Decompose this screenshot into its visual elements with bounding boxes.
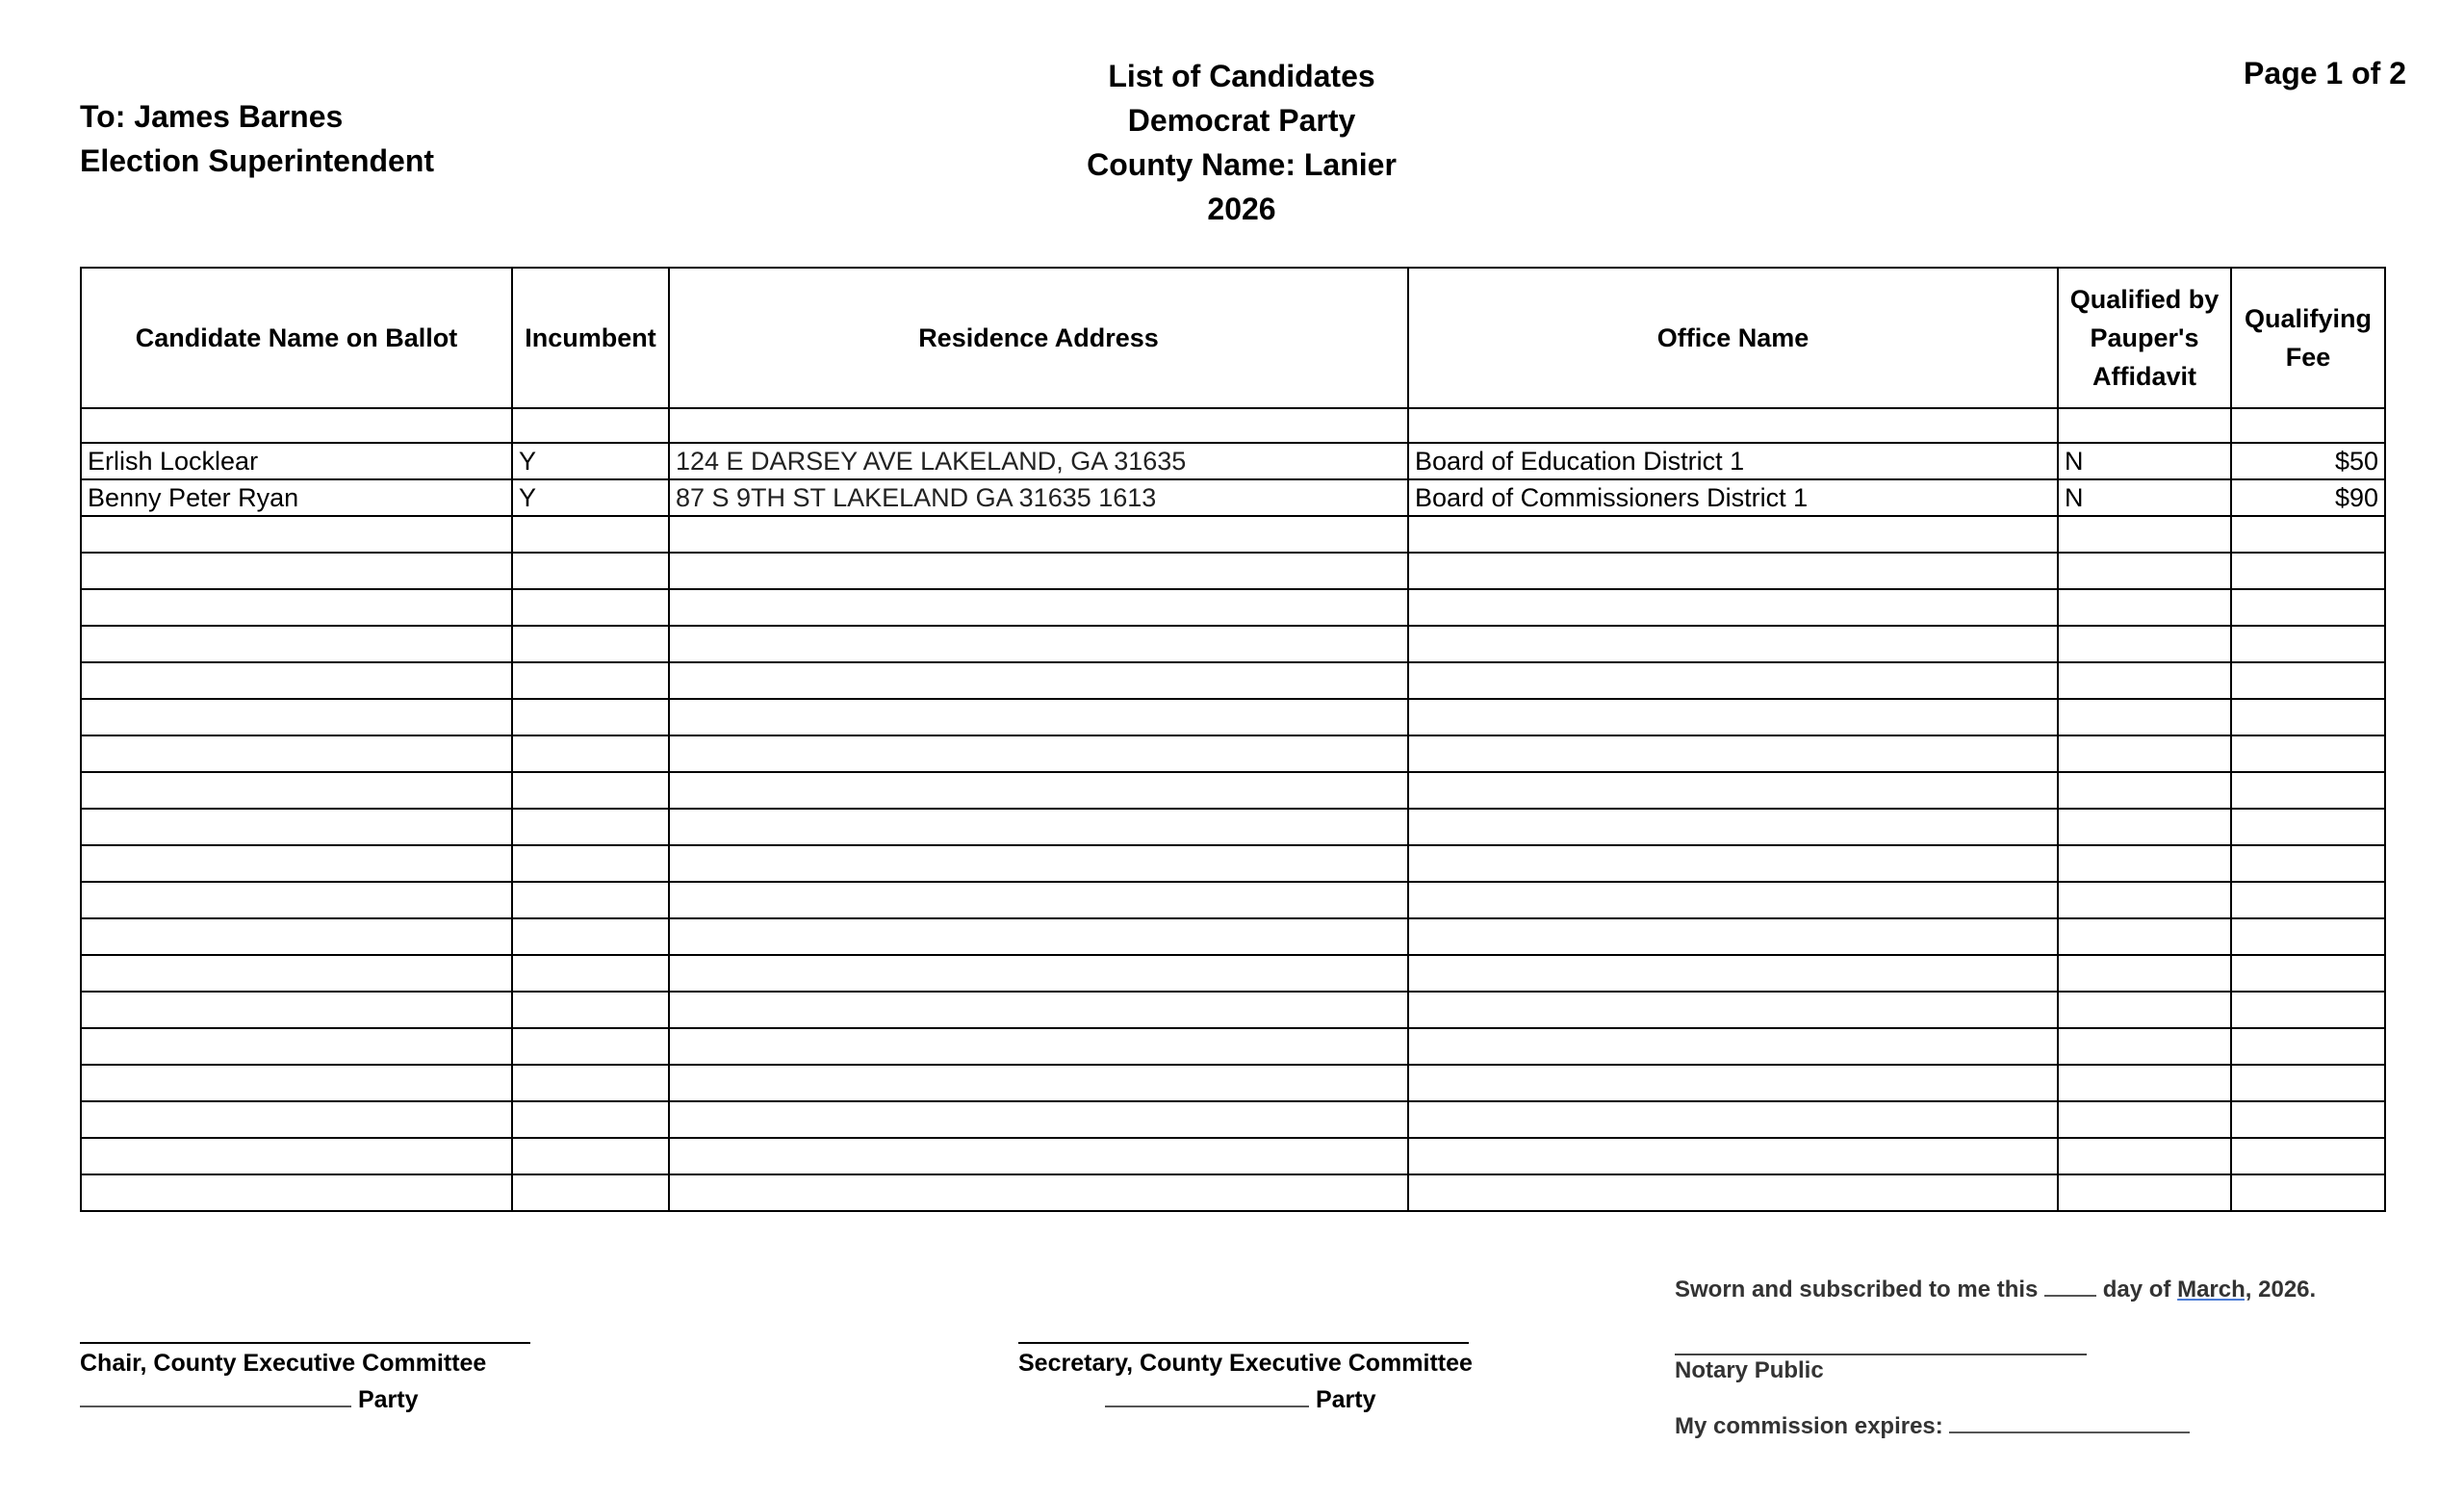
empty-cell	[2058, 882, 2231, 918]
empty-cell	[669, 955, 1408, 992]
county-name: County Name: Lanier	[1087, 147, 1397, 182]
empty-cell	[1408, 1174, 2058, 1211]
empty-cell	[2231, 626, 2385, 662]
empty-cell	[512, 809, 669, 845]
empty-cell	[669, 918, 1408, 955]
empty-cell	[2058, 1065, 2231, 1101]
empty-cell	[81, 1174, 512, 1211]
cell-residence-address: 124 E DARSEY AVE LAKELAND, GA 31635	[669, 443, 1408, 479]
table-row	[81, 1065, 2385, 1101]
empty-cell	[669, 735, 1408, 772]
empty-cell	[2058, 553, 2231, 589]
table-row	[81, 955, 2385, 992]
cell-office-name: Board of Commissioners District 1	[1408, 479, 2058, 516]
empty-cell	[2231, 772, 2385, 809]
table-row	[81, 516, 2385, 553]
empty-cell	[2058, 992, 2231, 1028]
empty-cell	[1408, 589, 2058, 626]
empty-cell	[2058, 1174, 2231, 1211]
table-spacer-row	[81, 408, 2385, 443]
empty-cell	[81, 553, 512, 589]
empty-cell	[512, 955, 669, 992]
cell-incumbent: Y	[512, 479, 669, 516]
empty-cell	[2231, 662, 2385, 699]
empty-cell	[512, 699, 669, 735]
empty-cell	[512, 882, 669, 918]
empty-cell	[669, 589, 1408, 626]
empty-cell	[2231, 845, 2385, 882]
sworn-year: 2026.	[2258, 1277, 2317, 1303]
sworn-month: March,	[2177, 1277, 2252, 1303]
empty-cell	[1408, 553, 2058, 589]
sworn-statement: Sworn and subscribed to me this day of March, 2026.	[1675, 1277, 2317, 1303]
secretary-party-blank	[1105, 1406, 1309, 1407]
table-row	[81, 626, 2385, 662]
empty-cell	[2058, 589, 2231, 626]
secretary-signature-line	[1018, 1342, 1469, 1344]
empty-cell	[2231, 589, 2385, 626]
empty-cell	[2058, 662, 2231, 699]
empty-cell	[669, 992, 1408, 1028]
empty-cell	[669, 1174, 1408, 1211]
cell-candidate-name: Erlish Locklear	[81, 443, 512, 479]
empty-cell	[2058, 1138, 2231, 1174]
empty-cell	[2231, 699, 2385, 735]
empty-cell	[1408, 772, 2058, 809]
empty-cell	[669, 845, 1408, 882]
table-row	[81, 662, 2385, 699]
empty-cell	[2058, 918, 2231, 955]
empty-cell	[1408, 809, 2058, 845]
column-header-residence-address: Residence Address	[669, 268, 1408, 408]
empty-cell	[512, 772, 669, 809]
empty-cell	[669, 772, 1408, 809]
empty-cell	[81, 626, 512, 662]
empty-cell	[2058, 1101, 2231, 1138]
empty-cell	[1408, 735, 2058, 772]
empty-cell	[2058, 845, 2231, 882]
empty-cell	[2231, 1138, 2385, 1174]
empty-cell	[81, 1138, 512, 1174]
commission-expires-line: My commission expires:	[1675, 1413, 2190, 1440]
empty-cell	[669, 662, 1408, 699]
column-header-candidate-name: Candidate Name on Ballot	[81, 268, 512, 408]
document-title-block	[962, 54, 1521, 231]
empty-cell	[512, 589, 669, 626]
empty-cell	[81, 516, 512, 553]
empty-cell	[2231, 809, 2385, 845]
addressee-role: Election Superintendent	[80, 143, 435, 178]
empty-cell	[512, 553, 669, 589]
empty-cell	[2058, 735, 2231, 772]
empty-cell	[512, 1174, 669, 1211]
empty-cell	[81, 845, 512, 882]
empty-cell	[1408, 1101, 2058, 1138]
table-row	[81, 443, 2385, 479]
empty-cell	[81, 918, 512, 955]
document-title: List of Candidates	[1108, 59, 1375, 93]
cell-pauper-affidavit: N	[2058, 443, 2231, 479]
table-row	[81, 1028, 2385, 1065]
cell-qualifying-fee: $50	[2231, 443, 2385, 479]
empty-cell	[1408, 626, 2058, 662]
empty-cell	[2058, 772, 2231, 809]
empty-cell	[2231, 882, 2385, 918]
cell-incumbent: Y	[512, 443, 669, 479]
empty-cell	[512, 735, 669, 772]
empty-cell	[1408, 1028, 2058, 1065]
empty-cell	[1408, 1065, 2058, 1101]
empty-cell	[1408, 992, 2058, 1028]
empty-cell	[1408, 1138, 2058, 1174]
empty-cell	[2231, 735, 2385, 772]
empty-cell	[512, 626, 669, 662]
chair-label: Chair, County Executive Committee	[80, 1350, 487, 1377]
addressee-block	[80, 94, 434, 183]
empty-cell	[2231, 1028, 2385, 1065]
notary-signature-line	[1675, 1354, 2087, 1355]
empty-cell	[81, 735, 512, 772]
election-year: 2026	[1207, 192, 1276, 226]
empty-cell	[2231, 918, 2385, 955]
table-row	[81, 882, 2385, 918]
empty-cell	[2058, 699, 2231, 735]
empty-cell	[81, 809, 512, 845]
cell-office-name: Board of Education District 1	[1408, 443, 2058, 479]
empty-cell	[512, 845, 669, 882]
empty-cell	[1408, 699, 2058, 735]
empty-cell	[669, 1101, 1408, 1138]
sworn-day-blank	[2044, 1295, 2096, 1297]
commission-expires-blank	[1949, 1432, 2190, 1433]
cell-qualifying-fee: $90	[2231, 479, 2385, 516]
empty-cell	[1408, 918, 2058, 955]
column-header-incumbent: Incumbent	[512, 268, 669, 408]
empty-cell	[1408, 882, 2058, 918]
empty-cell	[2058, 955, 2231, 992]
table-row	[81, 735, 2385, 772]
empty-cell	[1408, 845, 2058, 882]
table-row	[81, 1101, 2385, 1138]
empty-cell	[2231, 1174, 2385, 1211]
empty-cell	[669, 1065, 1408, 1101]
party-name: Democrat Party	[1127, 103, 1356, 138]
column-header-qualifying-fee: Qualifying Fee	[2231, 268, 2385, 408]
empty-cell	[2231, 1101, 2385, 1138]
empty-cell	[669, 516, 1408, 553]
empty-cell	[2231, 1065, 2385, 1101]
secretary-label: Secretary, County Executive Committee	[1018, 1350, 1473, 1377]
empty-cell	[512, 1028, 669, 1065]
addressee-name: To: James Barnes	[80, 99, 344, 134]
table-row	[81, 918, 2385, 955]
chair-signature-line	[80, 1342, 530, 1344]
chair-party-blank	[80, 1406, 351, 1407]
empty-cell	[669, 882, 1408, 918]
empty-cell	[512, 516, 669, 553]
empty-cell	[2231, 553, 2385, 589]
empty-cell	[81, 1101, 512, 1138]
empty-cell	[1408, 662, 2058, 699]
empty-cell	[81, 1065, 512, 1101]
empty-cell	[2231, 955, 2385, 992]
empty-cell	[81, 882, 512, 918]
cell-pauper-affidavit: N	[2058, 479, 2231, 516]
table-row	[81, 589, 2385, 626]
column-header-office-name: Office Name	[1408, 268, 2058, 408]
empty-cell	[2231, 992, 2385, 1028]
chair-party-suffix: Party	[357, 1386, 419, 1413]
empty-cell	[2058, 516, 2231, 553]
table-row	[81, 1174, 2385, 1211]
empty-cell	[512, 1101, 669, 1138]
empty-cell	[669, 1138, 1408, 1174]
empty-cell	[669, 809, 1408, 845]
table-row	[81, 772, 2385, 809]
empty-cell	[81, 772, 512, 809]
chair-party-line	[80, 1386, 419, 1414]
empty-cell	[512, 992, 669, 1028]
empty-cell	[81, 955, 512, 992]
empty-cell	[512, 918, 669, 955]
empty-cell	[669, 626, 1408, 662]
empty-cell	[669, 699, 1408, 735]
empty-cell	[81, 699, 512, 735]
cell-candidate-name: Benny Peter Ryan	[81, 479, 512, 516]
empty-cell	[512, 1065, 669, 1101]
candidates-table	[80, 267, 2386, 1212]
table-row	[81, 992, 2385, 1028]
empty-cell	[2231, 516, 2385, 553]
empty-cell	[81, 589, 512, 626]
empty-cell	[1408, 955, 2058, 992]
empty-cell	[81, 662, 512, 699]
table-header-row	[81, 268, 2385, 408]
table-row	[81, 699, 2385, 735]
empty-cell	[2058, 626, 2231, 662]
empty-cell	[2058, 809, 2231, 845]
empty-cell	[2058, 1028, 2231, 1065]
empty-cell	[81, 992, 512, 1028]
empty-cell	[669, 553, 1408, 589]
secretary-party-line	[1105, 1386, 1376, 1414]
empty-cell	[669, 1028, 1408, 1065]
column-header-pauper-affidavit: Qualified by Pauper's Affidavit	[2058, 268, 2231, 408]
cell-residence-address: 87 S 9TH ST LAKELAND GA 31635 1613	[669, 479, 1408, 516]
notary-label: Notary Public	[1675, 1357, 1824, 1383]
table-row	[81, 553, 2385, 589]
empty-cell	[81, 1028, 512, 1065]
table-row	[81, 809, 2385, 845]
table-row	[81, 845, 2385, 882]
table-row	[81, 1138, 2385, 1174]
page-number: Page 1 of 2	[2244, 56, 2406, 90]
empty-cell	[512, 662, 669, 699]
table-row	[81, 479, 2385, 516]
empty-cell	[1408, 516, 2058, 553]
secretary-party-suffix: Party	[1315, 1386, 1376, 1413]
empty-cell	[512, 1138, 669, 1174]
